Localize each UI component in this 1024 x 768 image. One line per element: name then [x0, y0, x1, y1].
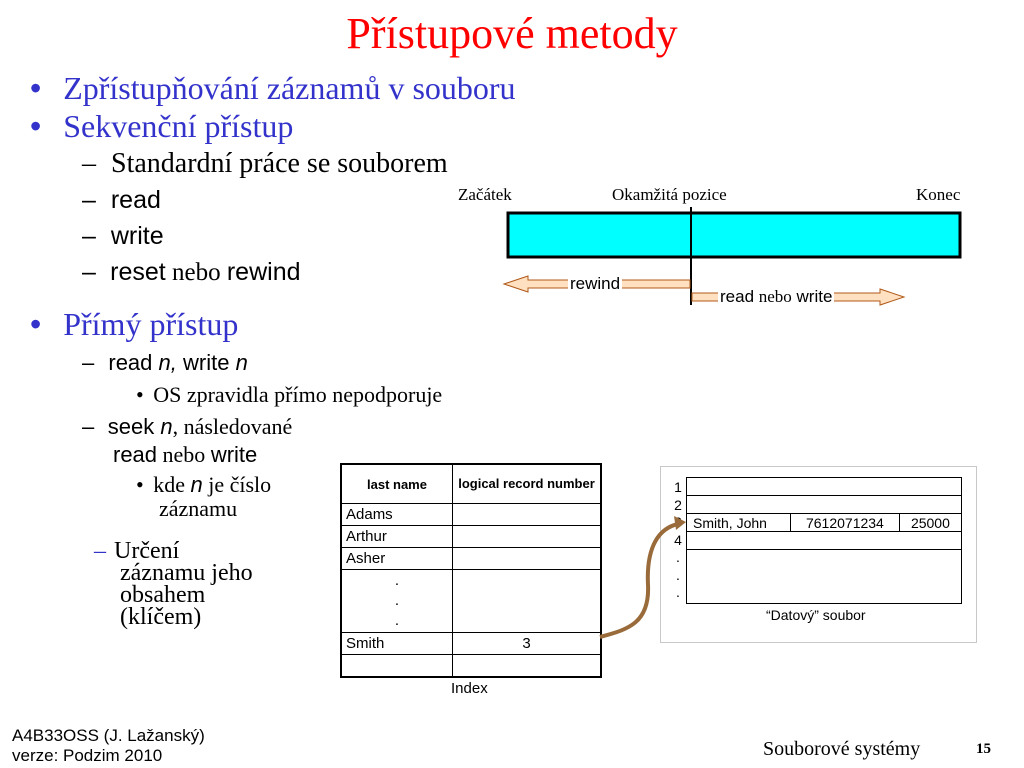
sub-bullet-text: write	[210, 442, 258, 467]
label-rewind: rewind	[570, 274, 621, 293]
sub-bullet-text: read	[108, 350, 159, 375]
row-number: .	[676, 566, 680, 583]
record-amount: 25000	[899, 514, 961, 532]
data-file-caption: “Datový” soubor	[766, 607, 866, 623]
record-id: 7612071234	[791, 514, 900, 532]
arrowhead-icon	[674, 516, 686, 530]
sub-bullet-text: Standardní práce se souborem	[111, 148, 448, 179]
label-end: Konec	[916, 185, 961, 204]
cell-name: Adams	[341, 504, 453, 526]
sub-bullet-text: nebo	[157, 442, 211, 467]
row-number: 2	[674, 496, 682, 513]
label-start: Začátek	[458, 185, 512, 204]
cell-name: Asher	[341, 548, 453, 570]
bullet-dot-icon: •	[30, 70, 42, 106]
label-write: write	[791, 287, 833, 306]
note-n-is-record-line2: záznamu	[159, 496, 238, 521]
bullet-dot-icon: •	[136, 472, 144, 497]
dash-icon: –	[82, 186, 96, 214]
dash-icon: –	[94, 538, 106, 564]
ellipsis-dot: .	[394, 572, 400, 589]
ellipsis-dot: .	[394, 592, 400, 609]
sub-bullet-text: obsahem	[120, 582, 206, 608]
bullet-dot-icon: •	[30, 108, 42, 144]
sub-bullet-text: n,	[158, 350, 177, 375]
bullet-dot-icon: •	[136, 382, 144, 407]
footer-version: verze: Podzim 2010	[12, 746, 163, 765]
sub-bullet-text: write	[110, 222, 164, 250]
cell-number: 3	[453, 633, 602, 655]
dash-icon: –	[82, 350, 95, 375]
connector-path	[600, 524, 678, 637]
index-caption: Index	[451, 680, 488, 697]
bullet-text: Přímý přístup	[63, 306, 239, 342]
sub-bullet-text: , následované	[172, 414, 293, 439]
sub-bullet-text: n	[160, 414, 173, 439]
sub-bullet-text: (klíčem)	[120, 604, 202, 630]
sub-bullet-text: read	[110, 186, 161, 214]
sub-bullet-text: write	[176, 350, 236, 375]
ellipsis-dot: .	[394, 612, 400, 629]
bullet-text: Sekvenční přístup	[63, 108, 294, 144]
dash-icon: –	[82, 258, 96, 286]
label-current-position: Okamžitá pozice	[612, 185, 727, 204]
sub-bullet-text: záznamu jeho	[120, 560, 253, 586]
dash-icon: –	[82, 148, 96, 179]
sub-bullet-text: Určení	[114, 538, 180, 564]
row-number: .	[676, 584, 680, 600]
page-number: 15	[976, 741, 991, 757]
sub-bullet-text: read	[113, 442, 158, 467]
cell-name: Arthur	[341, 526, 453, 548]
column-header: logical record number	[453, 464, 602, 504]
sub-bullet-text: nebo	[165, 259, 227, 286]
column-header: last name	[341, 464, 453, 504]
footer-topic: Souborové systémy	[763, 738, 921, 760]
record-name: Smith, John	[687, 514, 791, 532]
label-read: read	[720, 287, 759, 306]
note-text: kde	[153, 472, 191, 497]
note-text: n	[190, 472, 203, 497]
sub-bullet-text: reset	[110, 258, 166, 286]
sub-bullet-text: seek	[107, 414, 161, 439]
note-text: OS zpravidla přímo nepodporuje	[153, 382, 443, 407]
sub-bullet-text: n	[235, 350, 248, 375]
row-number: .	[676, 549, 680, 565]
dash-icon: –	[82, 414, 95, 439]
sub-bullet-text: rewind	[226, 258, 301, 286]
footer-course: A4B33OSS (J. Lažanský)	[12, 726, 205, 745]
bullet-dot-icon: •	[30, 306, 42, 342]
dash-icon: –	[82, 222, 96, 250]
bullet-text: Zpřístupňování záznamů v souboru	[63, 70, 516, 106]
note-text: je číslo	[202, 472, 272, 497]
cell-name: Smith	[341, 633, 453, 655]
label-nebo: nebo	[758, 287, 792, 306]
row-number: 4	[674, 531, 682, 548]
slide-title: Přístupové metody	[346, 9, 678, 58]
row-number: 1	[674, 479, 682, 495]
